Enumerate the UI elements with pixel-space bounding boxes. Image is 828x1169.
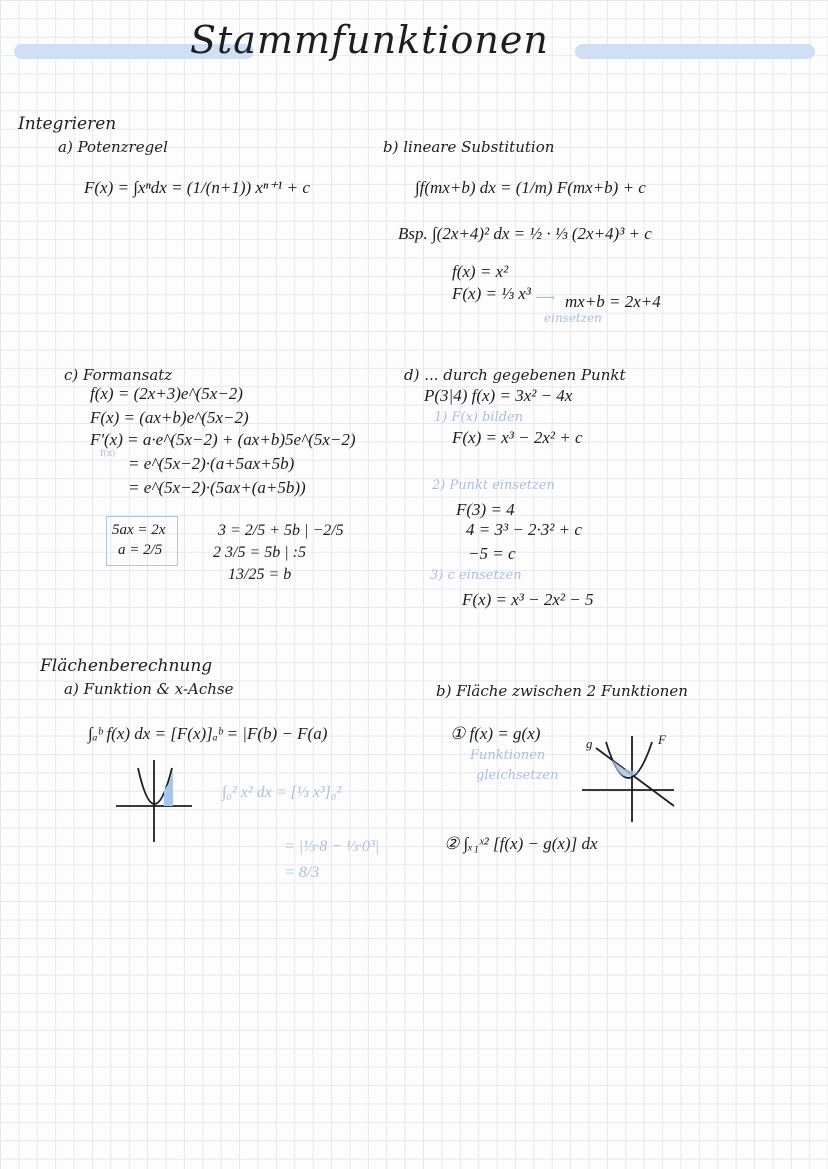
potenzregel-formula: F(x) = ∫xⁿdx = (1/(n+1)) xⁿ⁺¹ + c — [84, 178, 310, 197]
punkt-step-2: 2) Punkt einsetzen — [432, 478, 555, 493]
flaeche-x-achse-label: a) Funktion & x-Achse — [64, 680, 234, 698]
substitution-note: einsetzen — [544, 311, 602, 325]
gleichsetzen-note-2: gleichsetzen — [476, 768, 559, 783]
graph-label-g: g — [586, 736, 593, 751]
title-highlight-right — [575, 44, 815, 59]
potenzregel-label: a) Potenzregel — [58, 138, 168, 156]
gleichsetzen-note-1: Funktionen — [470, 748, 546, 763]
parabola-area-graph — [116, 760, 196, 850]
solve-b-line-2: 2 3/5 = 5b | :5 — [213, 544, 306, 561]
zwischen-step-2: ② ∫ₓ₁ˣ² [f(x) − g(x)] dx — [444, 834, 598, 853]
substitution-F: F(x) = ⅓ x³ — [452, 284, 531, 303]
section-heading-flaechenberechnung: Flächenberechnung — [40, 656, 213, 676]
punkt-step-1: 1) F(x) bilden — [434, 410, 524, 425]
punkt-point: P(3|4) f(x) = 3x² − 4x — [424, 386, 573, 405]
graph-label-f: F — [658, 732, 666, 747]
page-title: Stammfunktionen — [190, 18, 549, 62]
section-heading-integrieren: Integrieren — [18, 114, 117, 134]
lineare-substitution-formula: ∫f(mx+b) dx = (1/m) F(mx+b) + c — [415, 178, 646, 197]
two-functions-graph — [582, 736, 682, 826]
punkt-F: F(x) = x³ − 2x² + c — [452, 428, 583, 447]
coefficient-box-line-1: 5ax = 2x — [112, 522, 166, 538]
substitution-f: f(x) = x² — [452, 262, 509, 281]
substitution-term: mx+b = 2x+4 — [565, 292, 661, 311]
punkt-step-3: 3) c einsetzen — [430, 568, 522, 583]
punkt-result: F(x) = x³ − 2x² − 5 — [462, 590, 594, 609]
formansatz-line-4: = e^(5x−2)·(a+5ax+5b) — [128, 454, 295, 473]
punkt-label: d) ... durch gegebenen Punkt — [404, 366, 626, 384]
formansatz-fx-note: f(x) — [100, 449, 116, 459]
formansatz-line-2: F(x) = (ax+b)e^(5x−2) — [90, 408, 249, 427]
arrow-icon: ⟶ — [535, 290, 556, 306]
substitution-example: Bsp. ∫(2x+4)² dx = ½ · ⅓ (2x+4)³ + c — [398, 224, 652, 243]
example-result: = 8/3 — [284, 864, 320, 881]
formansatz-line-3: F'(x) = a·e^(5x−2) + (ax+b)5e^(5x−2) — [90, 430, 356, 449]
formansatz-line-1: f(x) = (2x+3)e^(5x−2) — [90, 384, 243, 403]
lineare-substitution-label: b) lineare Substitution — [383, 138, 555, 156]
zwischen-funktionen-label: b) Fläche zwischen 2 Funktionen — [436, 682, 688, 700]
punkt-line-1: F(3) = 4 — [456, 500, 515, 519]
punkt-line-3: −5 = c — [468, 544, 516, 563]
example-integral: ∫₀² x² dx = [⅓ x³]₀² — [222, 784, 342, 801]
punkt-line-2: 4 = 3³ − 2·3² + c — [466, 520, 582, 539]
example-step-2: = |⅓·8 − ⅓·0³| — [284, 838, 380, 855]
flaeche-formula: ∫ₐᵇ f(x) dx = [F(x)]ₐᵇ = |F(b) − F(a) — [88, 724, 328, 743]
formansatz-line-5: = e^(5x−2)·(5ax+(a+5b)) — [128, 478, 306, 497]
solve-b-line-1: 3 = 2/5 + 5b | −2/5 — [218, 522, 344, 539]
formansatz-label: c) Formansatz — [64, 366, 173, 384]
coefficient-box-line-2: a = 2/5 — [118, 542, 163, 558]
zwischen-step-1: ① f(x) = g(x) — [450, 724, 541, 743]
solve-b-line-3: 13/25 = b — [228, 566, 292, 583]
